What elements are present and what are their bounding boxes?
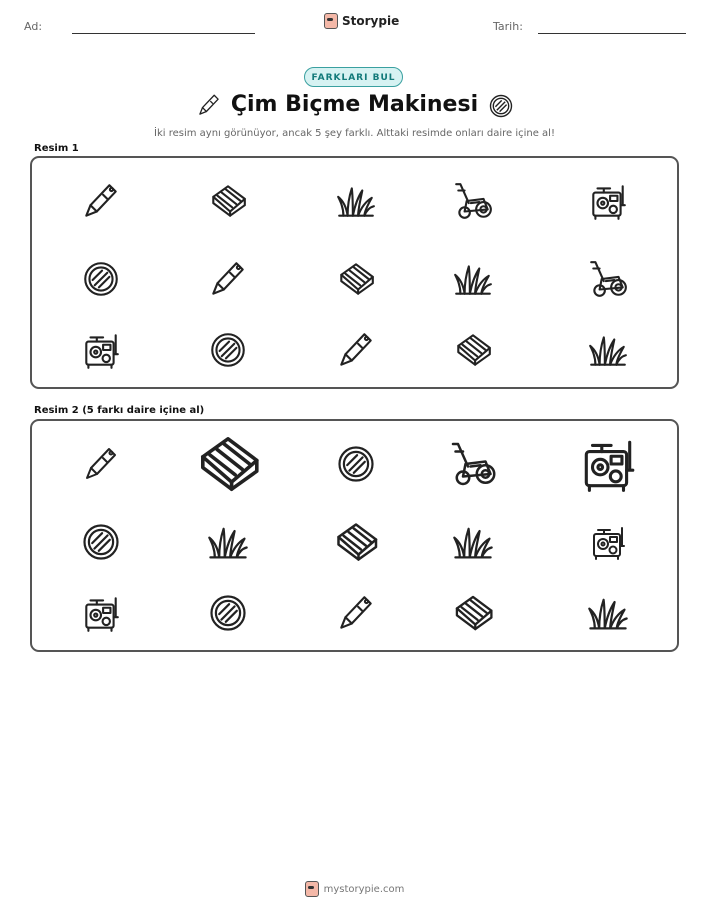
- towel-icon[interactable]: [192, 428, 264, 500]
- name-label: Ad:: [24, 20, 43, 33]
- page-title: Çim Biçme Makinesi: [230, 92, 479, 117]
- date-line[interactable]: [538, 33, 686, 34]
- knife-icon: [335, 329, 377, 371]
- grass-icon: [452, 258, 494, 300]
- brand-logo: [324, 13, 399, 29]
- wood-disc-icon: [487, 92, 515, 124]
- name-line[interactable]: [72, 33, 255, 34]
- grass-icon[interactable]: [586, 591, 630, 635]
- picture-1-panel: [30, 156, 679, 389]
- instructions: İki resim aynı görünüyor, ancak 5 şey farklı. Alttaki resimde onları daire içine al!: [154, 128, 555, 139]
- grass-icon[interactable]: [206, 520, 250, 564]
- activity-badge: FARKLARI BUL: [304, 67, 403, 87]
- grass-icon: [587, 329, 629, 371]
- engine-icon[interactable]: [80, 592, 122, 634]
- grass-icon[interactable]: [451, 520, 495, 564]
- engine-icon[interactable]: [577, 433, 639, 495]
- towel-icon[interactable]: [331, 517, 381, 567]
- towel-icon: [207, 180, 249, 222]
- wood-disc-icon[interactable]: [334, 442, 378, 486]
- picture-1-label: Resim 1: [34, 143, 79, 154]
- picture-2-panel[interactable]: [30, 419, 679, 652]
- engine-icon: [80, 329, 122, 371]
- knife-icon[interactable]: [335, 592, 377, 634]
- lawn-mower-icon[interactable]: [448, 439, 498, 489]
- date-label: Tarih:: [493, 20, 523, 33]
- footer-url: mystorypie.com: [323, 883, 405, 895]
- engine-icon: [587, 180, 629, 222]
- wood-disc-icon: [80, 258, 122, 300]
- towel-icon: [452, 329, 494, 371]
- engine-icon[interactable]: [588, 522, 628, 562]
- wood-disc-icon[interactable]: [79, 520, 123, 564]
- knife-icon[interactable]: [81, 444, 121, 484]
- mascot-icon: [305, 881, 319, 897]
- brand-name: Storypie: [342, 14, 400, 28]
- lawn-mower-icon: [587, 258, 629, 300]
- lawn-mower-icon: [452, 180, 494, 222]
- knife-icon: [80, 180, 122, 222]
- footer: [0, 881, 709, 897]
- knife-icon: [207, 258, 249, 300]
- towel-icon: [335, 258, 377, 300]
- picture-2-label: Resim 2 (5 farkı daire içine al): [34, 405, 205, 416]
- mascot-icon: [324, 13, 338, 29]
- wood-disc-icon[interactable]: [206, 591, 250, 635]
- grass-icon: [335, 180, 377, 222]
- towel-icon[interactable]: [450, 590, 496, 636]
- wood-disc-icon: [207, 329, 249, 371]
